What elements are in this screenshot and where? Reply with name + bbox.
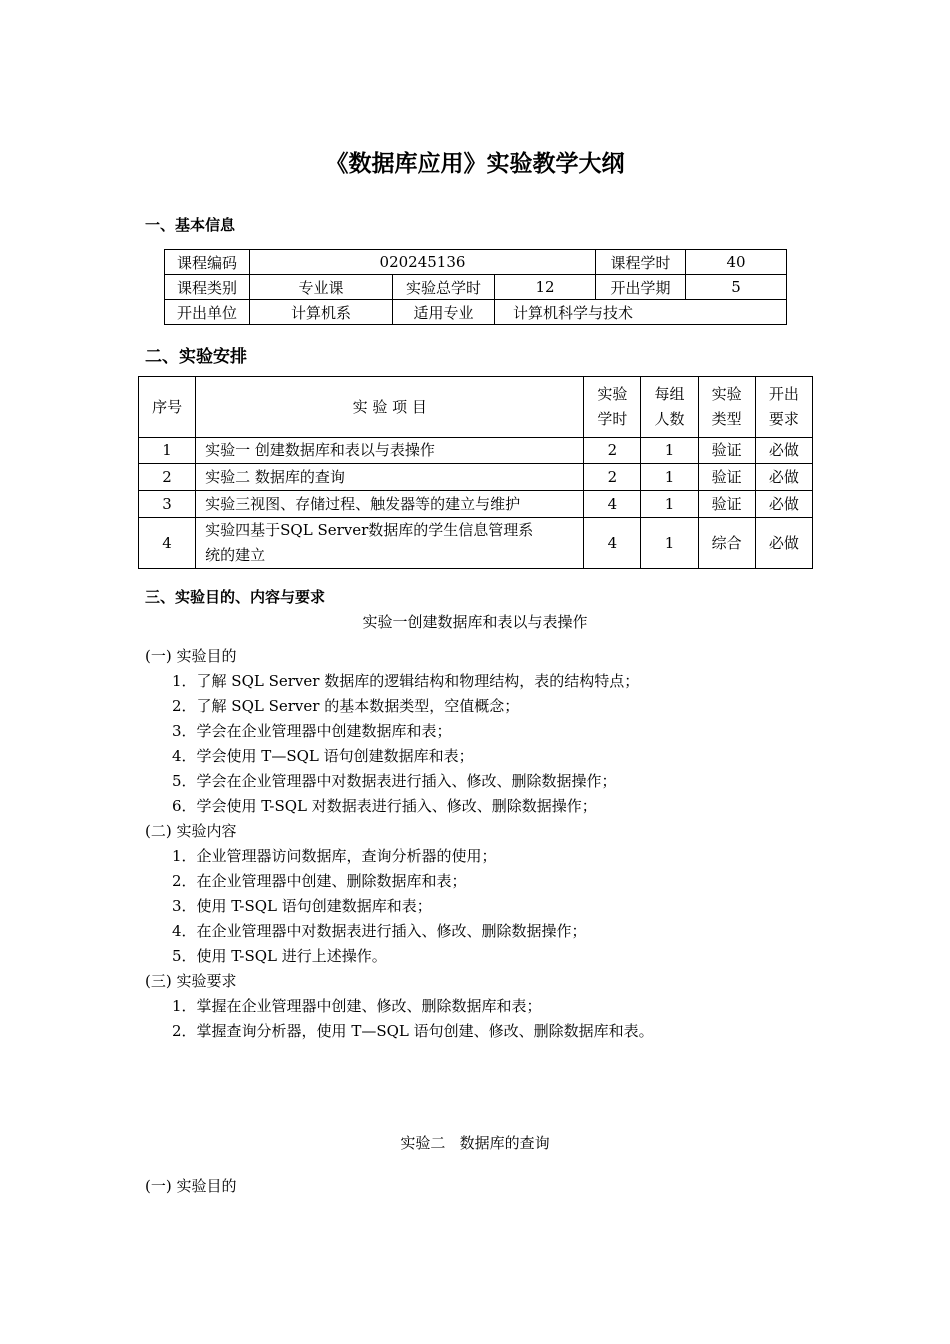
exp1-req-heading: (三) 实验要求 <box>145 972 237 990</box>
row-project: 实验一 创建数据库和表以与表操作 <box>196 438 584 464</box>
document-title: 《数据库应用》实验教学大纲 <box>325 151 625 177</box>
header-no: 序号 <box>139 377 196 438</box>
row-project-line1: 实验四基于SQL Server数据库的学生信息管理系 <box>205 521 534 539</box>
major-value: 计算机科学与技术 <box>495 300 787 325</box>
header-req-line2: 要求 <box>768 410 799 428</box>
course-code-value: 020245136 <box>250 250 596 275</box>
header-type <box>698 377 755 438</box>
list-item: 2．在企业管理器中创建、删除数据库和表； <box>172 872 467 890</box>
exp1-content-heading: (二) 实验内容 <box>145 822 237 840</box>
table-row <box>139 518 813 569</box>
lab-hours-value: 12 <box>495 275 596 300</box>
row-hours: 4 <box>584 518 641 569</box>
section-basic-info-heading: 一、基本信息 <box>145 216 236 234</box>
header-group-line2: 人数 <box>654 410 685 428</box>
list-item: 2．掌握查询分析器，使用 T—SQL 语句创建、修改、删除数据库和表。 <box>172 1022 654 1040</box>
header-req-line1: 开出 <box>768 385 799 403</box>
row-group: 1 <box>641 491 698 518</box>
course-code-label: 课程编码 <box>165 250 250 275</box>
header-req <box>755 377 812 438</box>
course-hours-label: 课程学时 <box>596 250 686 275</box>
header-hours <box>584 377 641 438</box>
row-project-line2: 统的建立 <box>205 546 266 564</box>
list-item: 1．企业管理器访问数据库，查询分析器的使用； <box>172 847 497 865</box>
section-goals-heading: 三、实验目的、内容与要求 <box>145 588 326 606</box>
schedule-table <box>138 376 813 569</box>
table-row <box>139 464 813 491</box>
row-req: 必做 <box>755 518 812 569</box>
list-item: 5．使用 T-SQL 进行上述操作。 <box>172 947 387 965</box>
table-row <box>139 491 813 518</box>
list-item: 1．掌握在企业管理器中创建、修改、删除数据库和表； <box>172 997 542 1015</box>
row-hours: 2 <box>584 438 641 464</box>
header-type-line2: 类型 <box>711 410 742 428</box>
table-row <box>139 438 813 464</box>
unit-label: 开出单位 <box>165 300 250 325</box>
header-group <box>641 377 698 438</box>
row-type: 验证 <box>698 464 755 491</box>
course-type-value: 专业课 <box>250 275 393 300</box>
list-item: 3．学会在企业管理器中创建数据库和表； <box>172 722 452 740</box>
row-req: 必做 <box>755 491 812 518</box>
row-type: 综合 <box>698 518 755 569</box>
row-project: 实验三视图、存储过程、触发器等的建立与维护 <box>196 491 584 518</box>
row-no: 2 <box>139 464 196 491</box>
list-item: 3．使用 T-SQL 语句创建数据库和表； <box>172 897 432 915</box>
row-project: 实验二 数据库的查询 <box>196 464 584 491</box>
row-type: 验证 <box>698 491 755 518</box>
row-no: 4 <box>139 518 196 569</box>
row-type: 验证 <box>698 438 755 464</box>
term-value: 5 <box>686 275 787 300</box>
list-item: 2．了解 SQL Server 的基本数据类型，空值概念； <box>172 697 520 715</box>
row-group: 1 <box>641 438 698 464</box>
term-label: 开出学期 <box>596 275 686 300</box>
list-item: 1．了解 SQL Server 数据库的逻辑结构和物理结构，表的结构特点； <box>172 672 640 690</box>
row-project <box>196 518 584 569</box>
exp2-title: 实验二 数据库的查询 <box>400 1134 550 1152</box>
exp1-title: 实验一创建数据库和表以与表操作 <box>362 613 588 631</box>
major-label: 适用专业 <box>393 300 495 325</box>
row-req: 必做 <box>755 464 812 491</box>
exp1-purpose-heading: (一) 实验目的 <box>145 647 237 665</box>
lab-hours-label: 实验总学时 <box>393 275 495 300</box>
header-group-line1: 每组 <box>654 385 685 403</box>
list-item: 4．在企业管理器中对数据表进行插入、修改、删除数据操作； <box>172 922 587 940</box>
section-schedule-heading: 二、实验安排 <box>145 347 247 367</box>
row-no: 1 <box>139 438 196 464</box>
row-no: 3 <box>139 491 196 518</box>
header-hours-line1: 实验 <box>597 385 628 403</box>
basic-info-table <box>164 249 787 325</box>
header-project: 实 验 项 目 <box>196 377 584 438</box>
unit-value: 计算机系 <box>250 300 393 325</box>
course-type-label: 课程类别 <box>165 275 250 300</box>
course-hours-value: 40 <box>686 250 787 275</box>
list-item: 5．学会在企业管理器中对数据表进行插入、修改、删除数据操作； <box>172 772 617 790</box>
row-hours: 2 <box>584 464 641 491</box>
row-group: 1 <box>641 518 698 569</box>
header-hours-line2: 学时 <box>597 410 628 428</box>
list-item: 6．学会使用 T-SQL 对数据表进行插入、修改、删除数据操作； <box>172 797 597 815</box>
row-hours: 4 <box>584 491 641 518</box>
header-type-line1: 实验 <box>711 385 742 403</box>
row-req: 必做 <box>755 438 812 464</box>
exp2-purpose-heading: (一) 实验目的 <box>145 1177 237 1195</box>
list-item: 4．学会使用 T—SQL 语句创建数据库和表； <box>172 747 474 765</box>
row-group: 1 <box>641 464 698 491</box>
